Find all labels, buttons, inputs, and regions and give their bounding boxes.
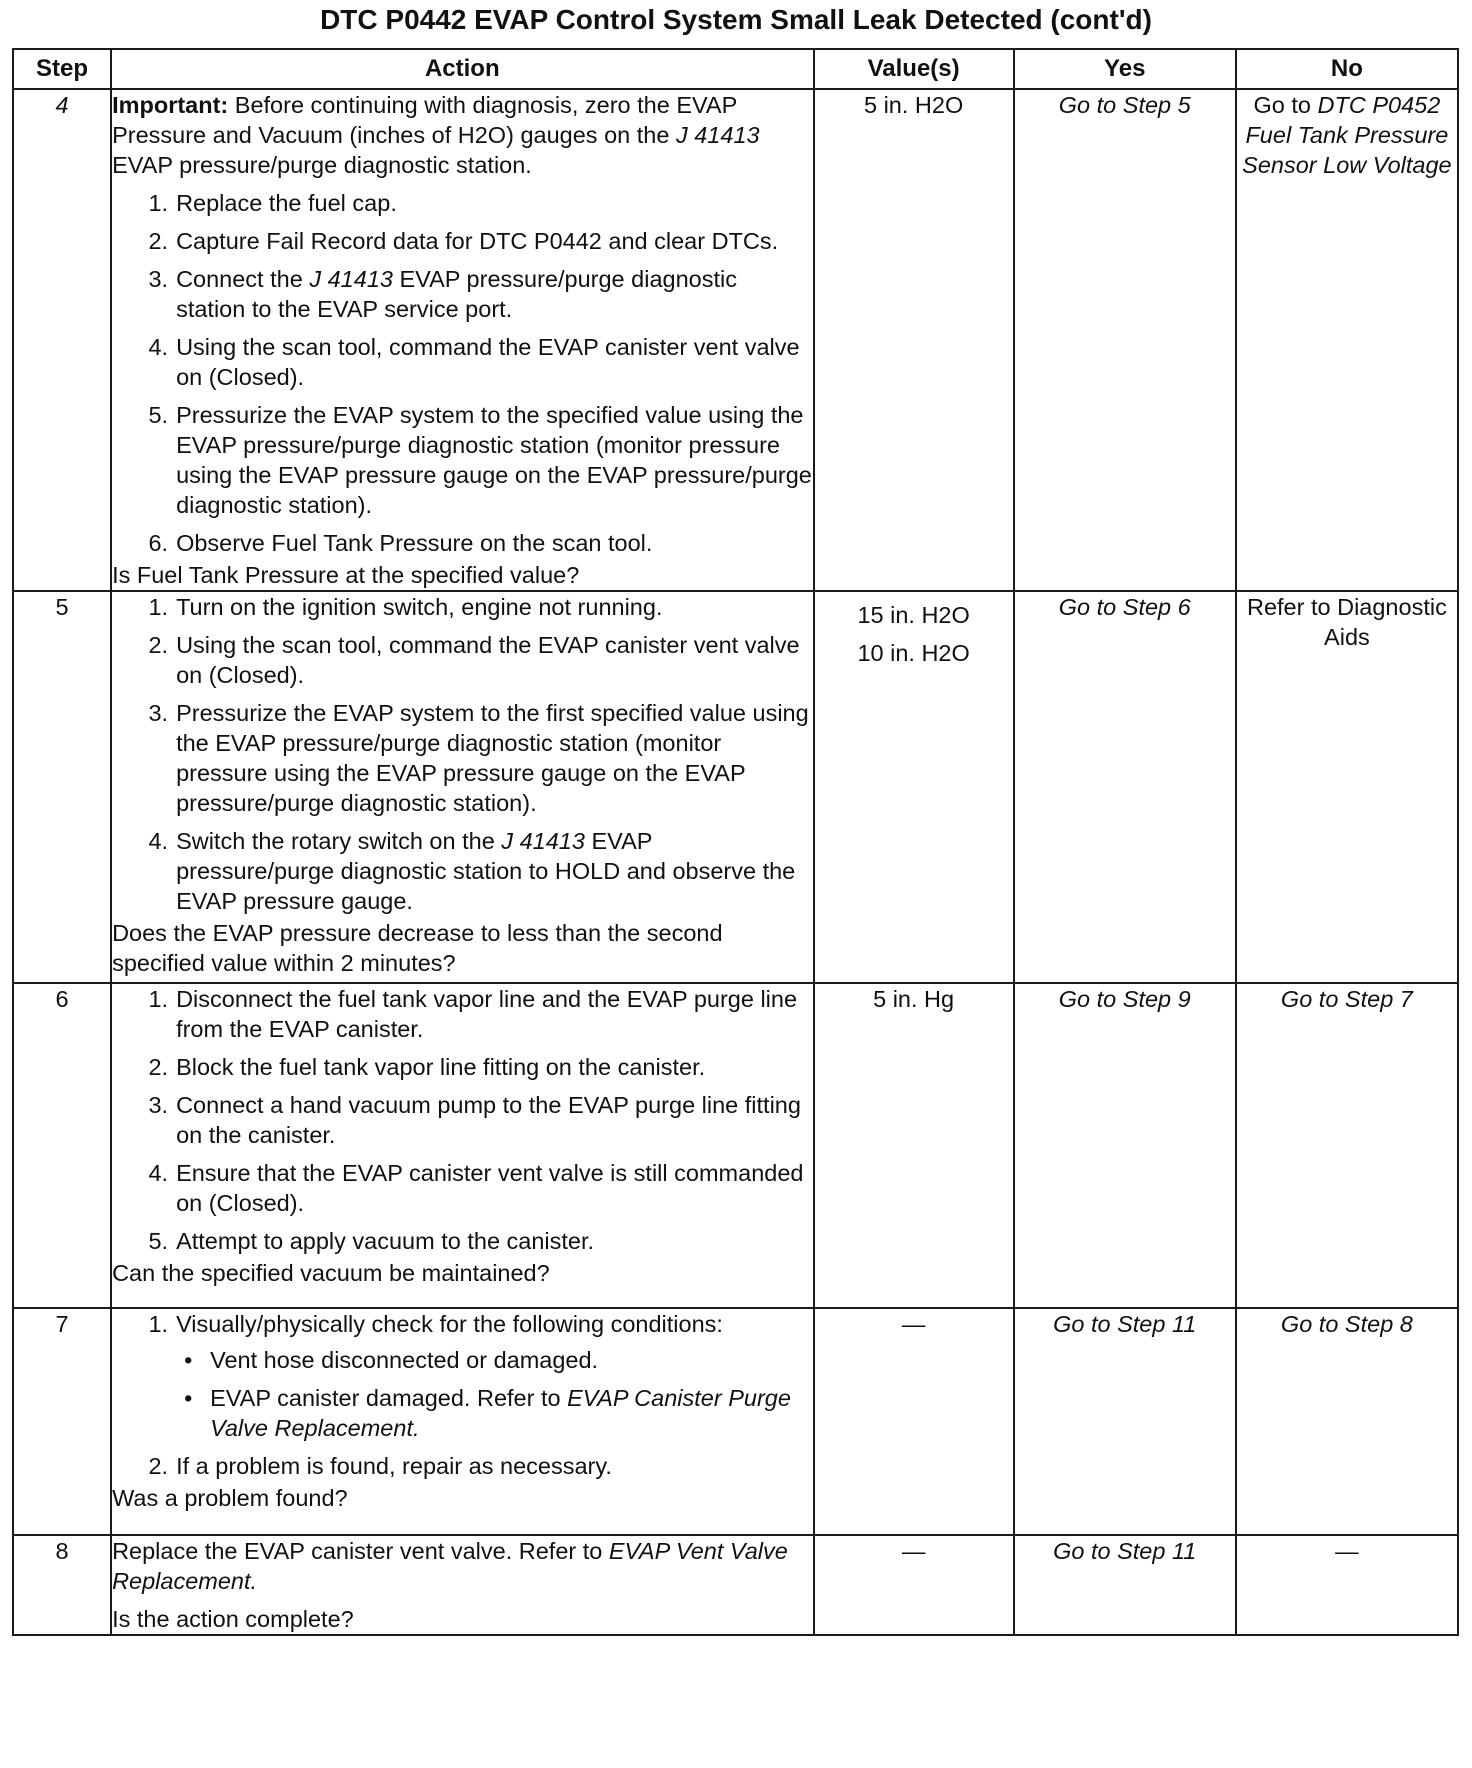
table-row-step-7 <box>13 1308 1458 1535</box>
list-item <box>112 698 812 818</box>
item-text: If a problem is found, repair as necessary. <box>176 1453 612 1479</box>
list-item <box>112 1090 812 1150</box>
table-header-row <box>13 49 1458 89</box>
action-list <box>112 984 812 1256</box>
item-text: Pressurize the EVAP system to the specified value using the EVAP pressure/purge diagnostic station (monitor pressure using the EVAP pressure gauge on the EVAP pressure/purge diagnostic station). <box>176 402 812 518</box>
table-row-step-8 <box>13 1535 1458 1635</box>
item-number: 2. <box>148 1054 169 1080</box>
action-cell <box>111 89 813 591</box>
procedure-reference: EVAP Canister Purge Valve Replacement. <box>210 1385 791 1441</box>
procedure-reference: EVAP Vent Valve Replacement. <box>112 1538 788 1594</box>
action-text <box>112 1536 812 1596</box>
yes-cell: Go to Step 6 <box>1014 591 1236 983</box>
item-text: EVAP pressure/purge diagnostic station to HOLD and observe the EVAP pressure gauge. <box>176 828 796 914</box>
important-text: Before continuing with diagnosis, zero the EVAP Pressure and Vacuum (inches of H2O) gauges on the <box>112 92 737 148</box>
diagnostic-table <box>12 48 1459 1636</box>
no-prefix: Go to <box>1253 92 1311 118</box>
action-list <box>112 188 812 558</box>
no-cell: — <box>1236 1535 1458 1635</box>
header-no: No <box>1236 49 1458 89</box>
header-values: Value(s) <box>814 49 1014 89</box>
header-action: Action <box>111 49 813 89</box>
item-text: Replace the fuel cap. <box>176 190 397 216</box>
item-text: Observe Fuel Tank Pressure on the scan tool. <box>176 530 653 556</box>
item-text: Vent hose disconnected or damaged. <box>210 1347 599 1373</box>
item-number: 3. <box>148 700 169 726</box>
no-cell <box>1236 89 1458 591</box>
header-yes: Yes <box>1014 49 1236 89</box>
step-number: 7 <box>13 1308 111 1535</box>
item-text: Ensure that the EVAP canister vent valve is still commanded on (Closed). <box>176 1160 804 1216</box>
item-number: 3. <box>148 266 169 292</box>
table-row-step-6 <box>13 983 1458 1308</box>
item-number: 4. <box>148 1160 169 1186</box>
list-item <box>112 826 812 916</box>
item-text: Pressurize the EVAP system to the first specified value using the EVAP pressure/purge diagnostic station (monitor pressure using the EVAP pressure gauge on the EVAP pressure/purge diagnostic station). <box>176 700 809 816</box>
item-text: Connect the <box>176 266 303 292</box>
value-cell: — <box>814 1308 1014 1535</box>
question-text: Is Fuel Tank Pressure at the specified value? <box>112 562 580 588</box>
question-text: Can the specified vacuum be maintained? <box>112 1260 550 1286</box>
value-first: 15 in. H2O <box>857 602 970 628</box>
action-cell <box>111 1535 813 1635</box>
list-item <box>112 630 812 690</box>
item-number: 1. <box>148 986 169 1012</box>
item-number: 4. <box>148 828 169 854</box>
tool-ref: J 41413 <box>501 828 585 854</box>
item-text: Disconnect the fuel tank vapor line and the EVAP purge line from the EVAP canister. <box>176 986 798 1042</box>
item-text: Visually/physically check for the following conditions: <box>176 1311 723 1337</box>
item-number: 5. <box>148 402 169 428</box>
list-item <box>112 1052 812 1082</box>
table-row-step-5 <box>13 591 1458 983</box>
step-number: 5 <box>13 591 111 983</box>
important-label: Important: <box>112 92 229 118</box>
yes-cell: Go to Step 11 <box>1014 1535 1236 1635</box>
no-reference: DTC P0452 Fuel Tank Pressure Sensor Low Voltage <box>1242 92 1452 178</box>
item-text: Attempt to apply vacuum to the canister. <box>176 1228 595 1254</box>
item-text: Using the scan tool, command the EVAP canister vent valve on (Closed). <box>176 632 800 688</box>
step-number: 6 <box>13 983 111 1308</box>
item-text: Capture Fail Record data for DTC P0442 and clear DTCs. <box>176 228 779 254</box>
action-list <box>112 592 812 916</box>
item-number: 1. <box>148 190 169 216</box>
value-cell: 5 in. Hg <box>814 983 1014 1308</box>
no-cell: Go to Step 8 <box>1236 1308 1458 1535</box>
list-item <box>112 1158 812 1218</box>
yes-cell: Go to Step 9 <box>1014 983 1236 1308</box>
item-number: 2. <box>148 1453 169 1479</box>
item-number: 1. <box>148 594 169 620</box>
bullet-icon: • <box>184 1385 193 1411</box>
list-item <box>112 528 812 558</box>
list-item <box>112 1226 812 1256</box>
list-item <box>112 1309 812 1443</box>
item-text: Switch the rotary switch on the <box>176 828 495 854</box>
action-cell <box>111 591 813 983</box>
item-text: EVAP pressure/purge diagnostic station to the EVAP service port. <box>176 266 737 322</box>
item-number: 6. <box>148 530 169 556</box>
list-item <box>112 188 812 218</box>
tool-ref: J 41413 <box>309 266 393 292</box>
item-text: EVAP canister damaged. Refer to <box>210 1385 561 1411</box>
important-note <box>112 90 812 180</box>
list-item <box>112 1451 812 1481</box>
no-cell: Refer to Diagnostic Aids <box>1236 591 1458 983</box>
value-second: 10 in. H2O <box>857 640 970 666</box>
page-title: DTC P0442 EVAP Control System Small Leak Detected (cont'd) <box>320 4 1152 35</box>
list-item <box>112 332 812 392</box>
bullet-icon: • <box>184 1347 193 1373</box>
item-number: 2. <box>148 632 169 658</box>
item-text: Block the fuel tank vapor line fitting on the canister. <box>176 1054 706 1080</box>
list-item <box>112 264 812 324</box>
condition-list <box>176 1345 812 1443</box>
step-number: 8 <box>13 1535 111 1635</box>
important-text: EVAP pressure/purge diagnostic station. <box>112 152 532 178</box>
item-number: 3. <box>148 1092 169 1118</box>
yes-cell: Go to Step 11 <box>1014 1308 1236 1535</box>
item-text: Replace the EVAP canister vent valve. Refer to <box>112 1538 603 1564</box>
value-cell: 5 in. H2O <box>814 89 1014 591</box>
list-item <box>112 400 812 520</box>
no-cell: Go to Step 7 <box>1236 983 1458 1308</box>
item-text: Turn on the ignition switch, engine not running. <box>176 594 663 620</box>
list-item <box>176 1383 812 1443</box>
action-cell <box>111 983 813 1308</box>
question-text: Was a problem found? <box>112 1485 348 1511</box>
item-number: 1. <box>148 1311 169 1337</box>
question-text: Is the action complete? <box>112 1606 354 1632</box>
tool-ref: J 41413 <box>675 122 760 148</box>
step-number: 4 <box>13 89 111 591</box>
value-cell <box>814 591 1014 983</box>
action-list <box>112 1309 812 1481</box>
list-item <box>176 1345 812 1375</box>
table-row-step-4 <box>13 89 1458 591</box>
list-item <box>112 984 812 1044</box>
value-cell: — <box>814 1535 1014 1635</box>
item-number: 4. <box>148 334 169 360</box>
action-cell <box>111 1308 813 1535</box>
item-text: Using the scan tool, command the EVAP canister vent valve on (Closed). <box>176 334 800 390</box>
item-number: 5. <box>148 1228 169 1254</box>
item-number: 2. <box>148 228 169 254</box>
list-item <box>112 592 812 622</box>
item-text: Connect a hand vacuum pump to the EVAP purge line fitting on the canister. <box>176 1092 801 1148</box>
list-item <box>112 226 812 256</box>
question-text: Does the EVAP pressure decrease to less than the second specified value within 2 minutes? <box>112 920 723 976</box>
yes-cell: Go to Step 5 <box>1014 89 1236 591</box>
header-step: Step <box>13 49 111 89</box>
